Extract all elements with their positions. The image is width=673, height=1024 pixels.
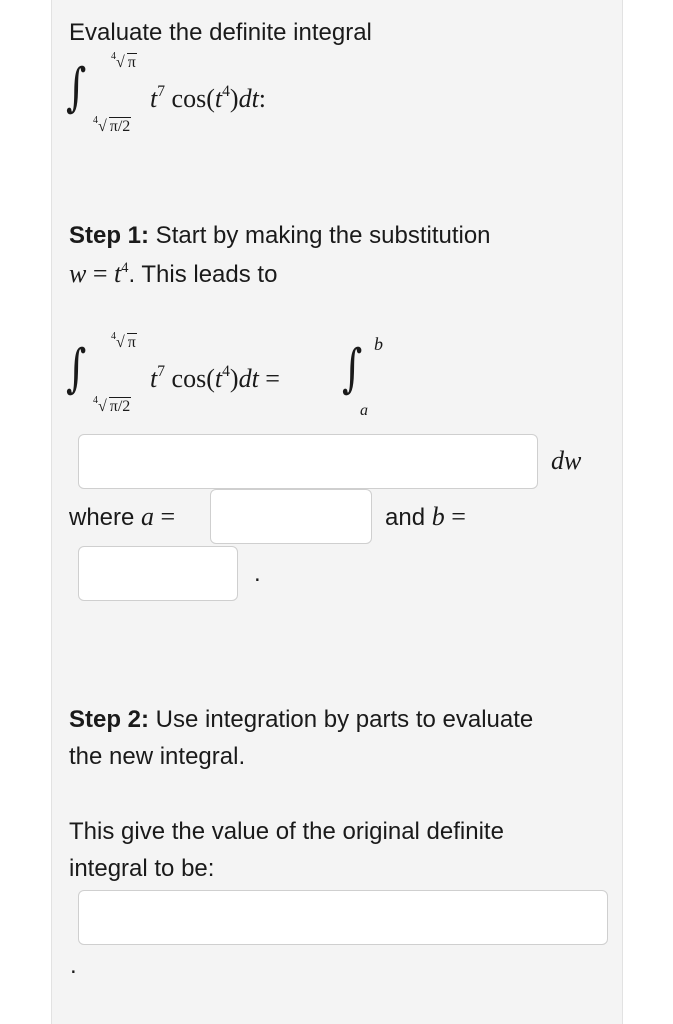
lhs-lower-limit: 4 √ π/2 xyxy=(93,395,131,415)
lhs-integrand: $t^7$ $\cos(t^4)dt$ = xyxy=(150,363,280,393)
answer-input[interactable] xyxy=(78,890,608,945)
step1-line2: $w = t^4$. This leads to xyxy=(69,259,278,288)
step2-line1: Step 2: Use integration by parts to evaluate xyxy=(69,706,534,733)
step2-label: Step 2: xyxy=(69,706,150,733)
integrand-input[interactable] xyxy=(78,434,538,489)
where-a-label: where a = xyxy=(69,502,176,531)
rhs-lower-limit: a xyxy=(360,402,368,419)
rhs-upper-limit: b xyxy=(374,334,383,354)
b-input[interactable] xyxy=(78,546,238,601)
result-line1: This give the value of the original definite xyxy=(69,818,504,845)
step1-period: . xyxy=(254,560,261,587)
a-input[interactable] xyxy=(210,489,372,544)
step2-line2: the new integral. xyxy=(69,743,246,770)
lower-limit: 4 √ π/2 xyxy=(93,115,131,135)
problem-prompt: Evaluate the definite integral xyxy=(69,19,372,46)
lhs-integral-sign: ∫ xyxy=(66,339,87,399)
step1-label: Step 1: xyxy=(69,222,150,249)
result-line2: integral to be: xyxy=(69,855,215,882)
and-b-label: and b = xyxy=(385,502,466,531)
rhs-integral-sign: ∫ xyxy=(342,339,363,399)
integrand: $t^7$ $\cos(t^4)dt$: xyxy=(150,83,267,113)
integral-sign: ∫ xyxy=(66,58,87,118)
lhs-upper-limit: 4 √ π xyxy=(111,331,136,351)
result-period: . xyxy=(70,952,77,979)
dw-label: dw xyxy=(551,446,582,475)
step1-line1: Step 1: Start by making the substitution xyxy=(69,222,491,249)
upper-limit: 4 √ π xyxy=(111,51,136,71)
